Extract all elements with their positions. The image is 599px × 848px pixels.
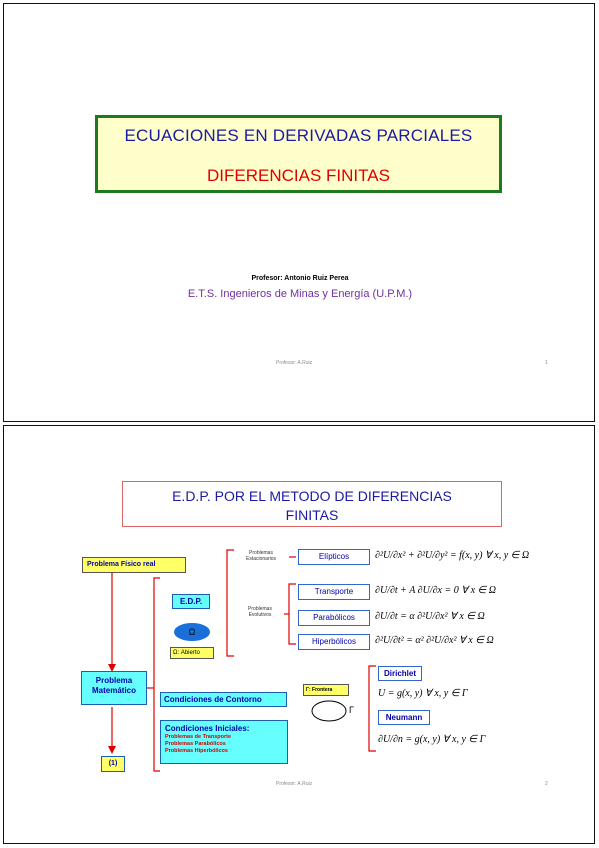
slide-2 xyxy=(3,425,595,844)
professor-name: Profesor: Antonio Ruiz Perea xyxy=(251,275,349,282)
hiperbolicos-box: Hiperbólicos xyxy=(298,634,370,650)
page-number: 2 xyxy=(545,781,548,787)
slide-title-line-2: FINITAS xyxy=(285,507,339,523)
gamma-ellipse xyxy=(312,701,346,721)
condiciones-contorno-box: Condiciones de Contorno xyxy=(160,692,287,707)
dirichlet-box: Dirichlet xyxy=(378,666,422,681)
title-line-1: ECUACIONES EN DERIVADAS PARCIALES xyxy=(124,126,473,145)
eq-dirichlet: U = g(x, y) ∀ x, y ∈ Γ xyxy=(378,688,468,699)
omega-circle: Ω xyxy=(174,623,210,641)
transporte-box: Transporte xyxy=(298,584,370,600)
gamma-frontera: Γ: Frontera xyxy=(303,684,349,696)
eq-eliptico: ∂²U/∂x² + ∂²U/∂y² = f(x, y) ∀ x, y ∈ Ω xyxy=(375,550,530,561)
slide-title-line-1: E.D.P. POR EL METODO DE DIFERENCIAS xyxy=(172,488,452,504)
ci-item: Problemas de Transporte xyxy=(165,734,232,740)
eq-transporte: ∂U/∂t + A ∂U/∂x = 0 ∀ x ∈ Ω xyxy=(375,585,496,596)
gamma-label: Γ xyxy=(349,705,354,715)
neumann-box: Neumann xyxy=(378,710,430,725)
elipticos-box: Elípticos xyxy=(298,549,370,565)
omega-abierto: Ω: Abierto xyxy=(170,647,214,659)
eq-hiperbolico: ∂²U/∂t² = α² ∂²U/∂x² ∀ x ∈ Ω xyxy=(375,635,494,646)
title-box xyxy=(95,115,502,193)
edp-box: E.D.P. xyxy=(172,594,210,609)
problema-fisico-box: Problema Físico real xyxy=(82,557,186,573)
page-number: 1 xyxy=(545,360,548,366)
school-name: E.T.S. Ingenieros de Minas y Energía (U.P.M.) xyxy=(187,288,413,300)
ci-item: Problemas Hiperbólicos xyxy=(165,748,228,754)
badge-1: (1) xyxy=(101,756,125,772)
eq-neumann: ∂U/∂n = g(x, y) ∀ x, y ∈ Γ xyxy=(378,734,486,745)
ci-item: Problemas Parabólicos xyxy=(165,741,226,747)
condiciones-iniciales-box xyxy=(160,720,288,764)
title-line-2: DIFERENCIAS FINITAS xyxy=(207,166,390,185)
footer: Profesor: A.Ruiz xyxy=(276,781,313,787)
problemas-estacionarios-label: Problemas Estacionarios xyxy=(245,550,276,562)
slide-1 xyxy=(3,3,595,422)
problema-matematico-box: Problema Matemático xyxy=(81,671,147,705)
eq-parabolico: ∂U/∂t = α ∂²U/∂x² ∀ x ∈ Ω xyxy=(375,611,485,622)
condiciones-iniciales-title: Condiciones Iniciales: xyxy=(165,724,250,733)
problemas-evolutivos-label: Problemas Evolutivos xyxy=(248,606,272,618)
footer: Profesor: A.Ruiz xyxy=(276,360,313,366)
parabolicos-box: Parabólicos xyxy=(298,610,370,626)
